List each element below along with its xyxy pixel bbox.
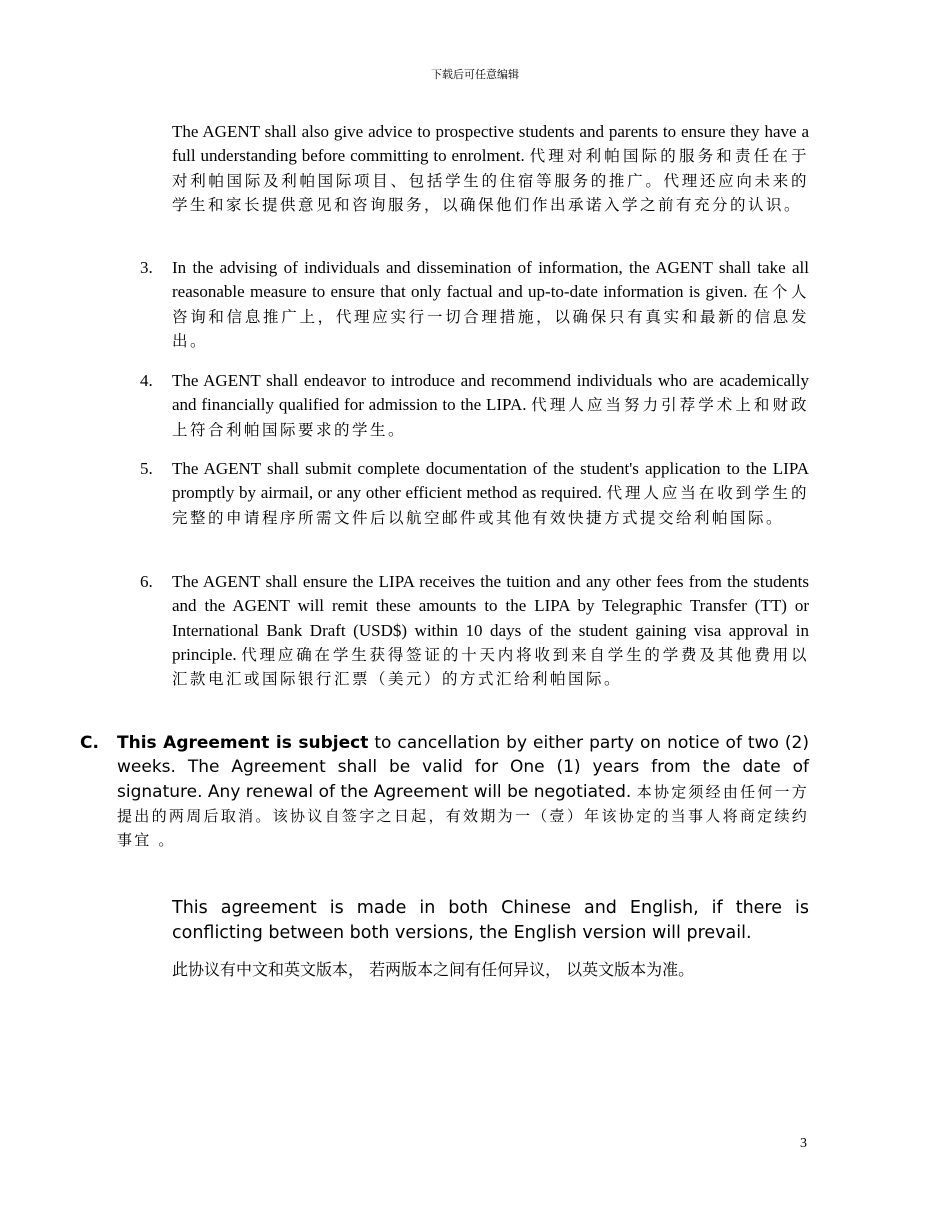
- clause-letter: C.: [80, 733, 99, 753]
- list-item-english-text: The AGENT shall endeavor to introduce and recommend individuals who are academically and financially qualified for admission to the LIPA.: [172, 371, 809, 415]
- list-item-number: 6.: [140, 572, 153, 591]
- list-item-number: 5.: [140, 459, 153, 478]
- header-note: 下载后可任意编辑: [431, 68, 519, 81]
- clause-english-text: to cancellation by either party on notice of two (2) weeks. The Agreement shall be valid for One (1) years from the date of signature. Any renewal of the Agreement will be negotiated.: [117, 733, 809, 802]
- list-item-chinese-text: 代理人应当努力引荐学术上和财政上符合利帕国际要求的学生。: [172, 396, 809, 439]
- list-item-4: [140, 369, 809, 442]
- closing-english-text: This agreement is made in both Chinese and English, if there is conflicting between both versions, the English version will prevail.: [172, 898, 809, 943]
- page-number: 3: [800, 1136, 807, 1151]
- list-item-3: [140, 256, 809, 353]
- list-item-english-text: The AGENT shall ensure the LIPA receives the tuition and any other fees from the students and the AGENT will remit these amounts to the LIPA by Telegraphic Transfer (TT) or International Bank Draft (USD$) within 10 days of the student gaining visa approval in principle.: [172, 572, 809, 664]
- closing-chinese-text: 此协议有中文和英文版本， 若两版本之间有任何异议， 以英文版本为准。: [172, 960, 695, 979]
- intro-paragraph: [172, 120, 809, 217]
- intro-english-text: The AGENT shall also give advice to prospective students and parents to ensure they have a full understanding before committing to enrolment.: [172, 122, 809, 166]
- list-item-english-text: The AGENT shall submit complete documentation of the student's application to the LIPA promptly by airmail, or any other efficient method as required.: [172, 459, 809, 503]
- list-item-number: 3.: [140, 258, 153, 277]
- list-item-chinese-text: 代理应确在学生获得签证的十天内将收到来自学生的学费及其他费用以汇款电汇或国际银行汇票（美元）的方式汇给利帕国际。: [172, 645, 809, 689]
- list-item-english-text: In the advising of individuals and dissemination of information, the AGENT shall take all reasonable measure to ensure that only factual and up-to-date information is given.: [172, 258, 809, 302]
- clause-bold-lead: This Agreement is subject: [117, 733, 369, 753]
- list-item-6: [140, 570, 809, 691]
- intro-chinese-text: 代理对利帕国际的服务和责任在于对利帕国际及利帕国际项目、包括学生的住宿等服务的推广。代理还应向未来的学生和家长提供意见和咨询服务，以确保他们作出承诺入学之前有充分的认识。: [172, 147, 809, 214]
- list-item-chinese-text: 代理人应当在收到学生的完整的申请程序所需文件后以航空邮件或其他有效快捷方式提交给利帕国际。: [172, 484, 809, 527]
- clause-chinese-text: 本协定须经由任何一方提出的两周后取消。该协议自签字之日起，有效期为一（壹）年该协定的当事人将商定续约事宜 。: [117, 782, 809, 850]
- list-item-number: 4.: [140, 371, 153, 390]
- list-item-chinese-text: 在个人咨询和信息推广上，代理应实行一切合理措施，以确保只有真实和最新的信息发出。: [172, 283, 809, 350]
- list-item-5: [140, 457, 809, 530]
- clause-c: [80, 731, 809, 852]
